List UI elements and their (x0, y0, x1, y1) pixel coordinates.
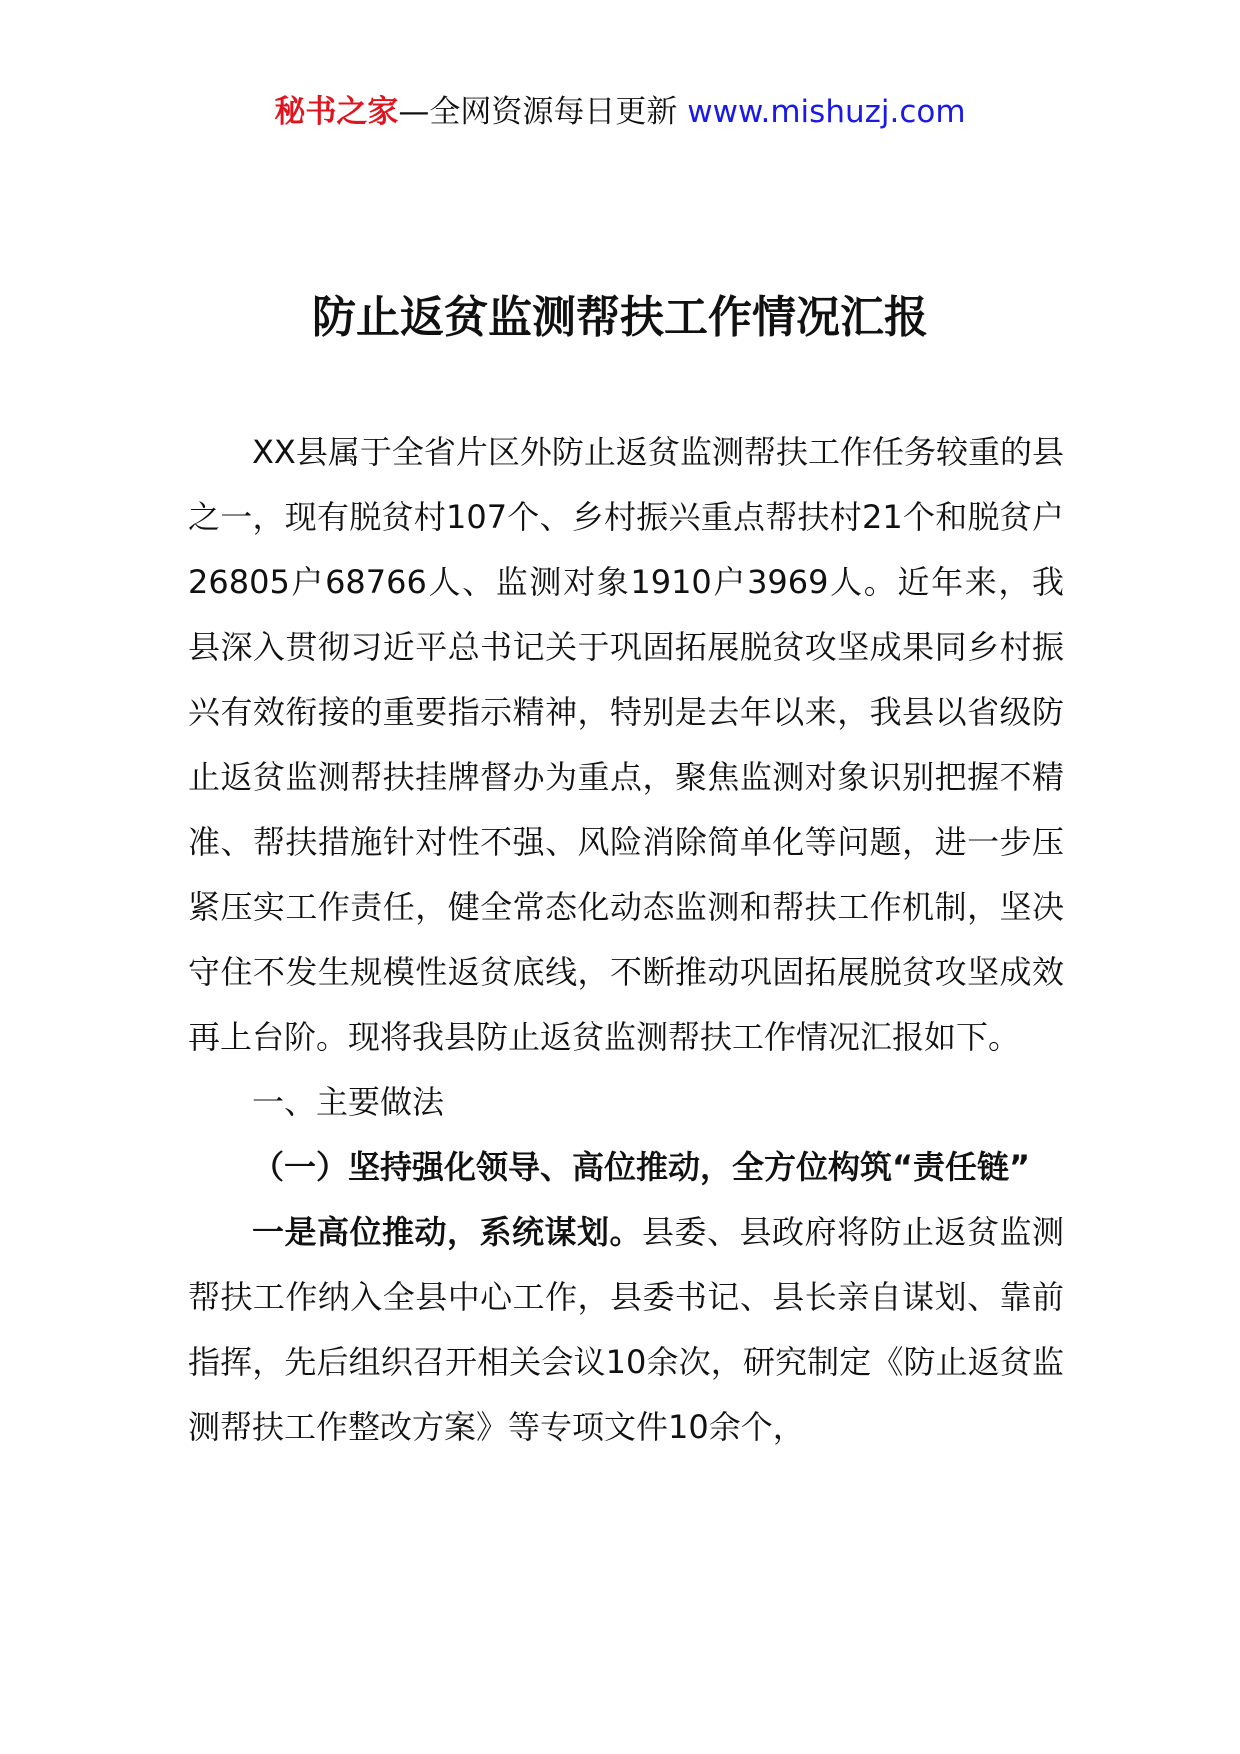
point-1-lead: 一是高位推动，系统谋划。 (252, 1213, 642, 1251)
point-1-body: 县委、县政府将防止返贫监测帮扶工作纳入全县中心工作，县委书记、县长亲自谋划、靠前指挥，先后组织召开相关会议10余次，研究制定《防止返贫监测帮扶工作整改方案》等专项文件10余个， (188, 1213, 1064, 1446)
document-title: 防止返贫监测帮扶工作情况汇报 (312, 292, 928, 343)
subsection-heading-1: （一）坚持强化领导、高位推动，全方位构筑“责任链” (252, 1148, 1031, 1186)
intro-paragraph: XX县属于全省片区外防止返贫监测帮扶工作任务较重的县之一，现有脱贫村107个、乡村振兴重点帮扶村21个和脱贫户26805户68766人、监测对象1910户3969人。近年来，我县深入贯彻习近平总书记关于巩固拓展脱贫攻坚成果同乡村振兴有效衔接的重要指示精神，特别是去年以来，我县以省级防止返贫监测帮扶挂牌督办为重点，聚焦监测对象识别把握不精准、帮扶措施针对性不强、风险消除简单化等问题，进一步压紧压实工作责任，健全常态化动态监测和帮扶工作机制，坚决守住不发生规模性返贫底线，不断推动巩固拓展脱贫攻坚成效再上台阶。现将我县防止返贫监测帮扶工作情况汇报如下。 (188, 433, 1064, 1056)
brand-name: 秘书之家 (274, 94, 399, 130)
site-header (0, 92, 1240, 132)
point-1-paragraph (188, 1200, 1064, 1460)
site-url-link[interactable]: www.mishuzj.com (687, 94, 966, 130)
section-heading-main-practices: 一、主要做法 (252, 1083, 445, 1121)
document-body (188, 420, 1064, 1460)
header-tagline: —全网资源每日更新 (398, 94, 678, 130)
